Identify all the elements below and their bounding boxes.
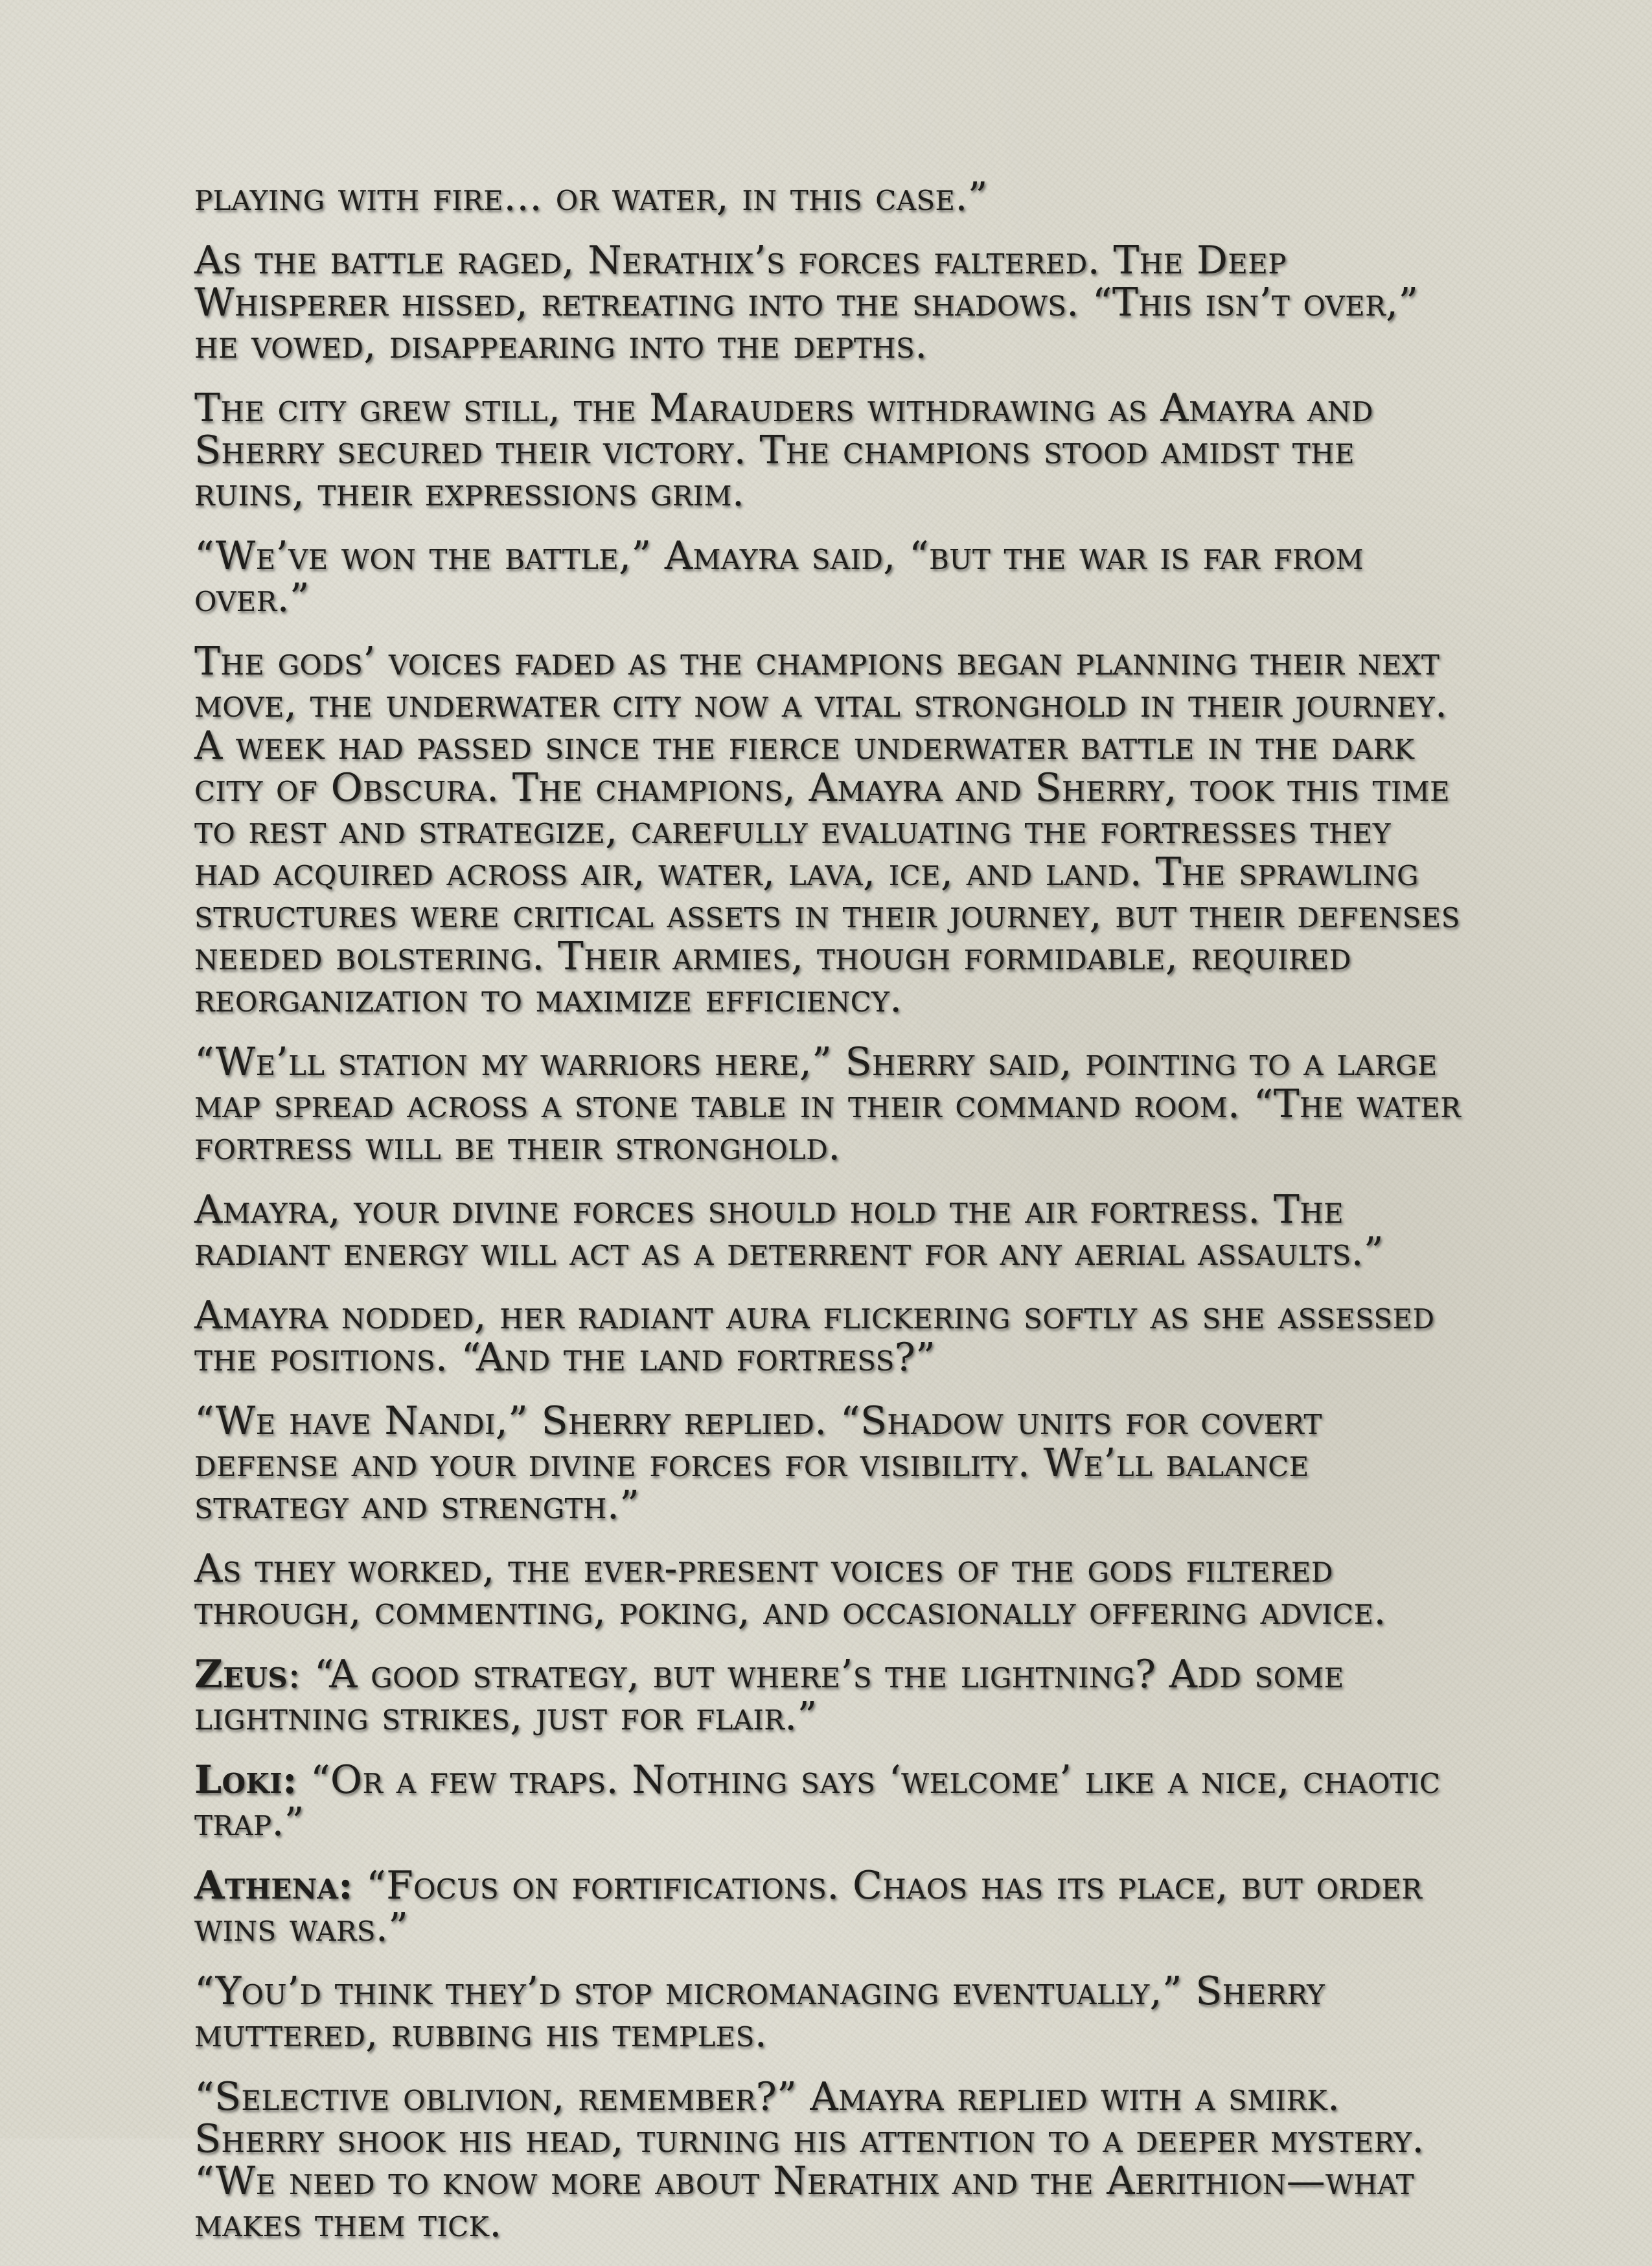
paragraph — [194, 1041, 1464, 1168]
paragraph — [194, 1548, 1464, 1632]
paragraph: playing with fire… or water, in this case.” — [194, 174, 988, 220]
paragraph-text: As the battle raged, Nerathix’s forces faltered. The Deep Whisperer hissed, retreating into the shadows. “This isn’t over,” he vowed, disappearing into the depths. — [194, 238, 1419, 367]
paragraph — [194, 535, 1464, 619]
paragraph — [194, 240, 1464, 366]
paragraph-text: Amayra nodded, her radiant aura flickering softly as she assessed the positions. “And the land fortress?” — [194, 1293, 1435, 1380]
speaker-name: Athena: — [194, 1863, 353, 1908]
dialogue-line — [194, 1759, 1464, 1844]
paragraph-text: As they worked, the ever-present voices of the gods filtered through, commenting, poking, and occasionally offering advice. — [194, 1546, 1386, 1634]
paragraph — [194, 1400, 1464, 1527]
paragraph — [194, 1189, 1464, 1273]
paragraph-text: “We have Nandi,” Sherry replied. “Shadow units for covert defense and your divine forces for visibility. We’ll balance strategy and strength.” — [194, 1398, 1322, 1528]
dialogue-line — [194, 1654, 1464, 1738]
paragraph — [194, 387, 1464, 514]
paragraph-text: “Selective oblivion, remember?” Amayra replied with a smirk. Sherry shook his head, turning his attention to a deeper mystery. “We need to know more about Nerathix and the Aerithion—what makes them tick. — [194, 2074, 1425, 2246]
speaker-name: Zeus — [194, 1652, 288, 1697]
dialogue-text: “Or a few traps. Nothing says ‘welcome’ like a nice, chaotic trap.” — [194, 1757, 1441, 1845]
paragraph — [194, 1295, 1464, 1379]
paragraph-text: Amayra, your divine forces should hold the air fortress. The radiant energy will act as a deterrent for any aerial assaults.” — [194, 1187, 1384, 1275]
paragraph-text: “We’ve won the battle,” Amayra said, “but the war is far from over.” — [194, 533, 1364, 621]
paragraph — [194, 2076, 1464, 2245]
paragraph — [194, 641, 1464, 1020]
paragraph-text: The city grew still, the Marauders withdrawing as Amayra and Sherry secured their victory. The champions stood amidst the ruins, their expressions grim. — [194, 386, 1373, 515]
dialogue-text: : “A good strategy, but where’s the lightning? Add some lightning strikes, just for flair.” — [194, 1652, 1344, 1739]
paragraph — [194, 1971, 1464, 2055]
paragraph-text: “We’ll station my warriors here,” Sherry said, pointing to a large map spread across a stone table in their command room. “The water fortress will be their stronghold. — [194, 1039, 1462, 1169]
dialogue-line — [194, 1865, 1464, 1949]
page-body — [194, 176, 1464, 2266]
dialogue-text: “Focus on fortifications. Chaos has its place, but order wins wars.” — [194, 1863, 1423, 1950]
paragraph-text: “You’d think they’d stop micromanaging eventually,” Sherry muttered, rubbing his temples. — [194, 1969, 1325, 2056]
speaker-name: Loki: — [194, 1757, 297, 1803]
paragraph-text: The gods’ voices faded as the champions began planning their next move, the underwater city now a vital stronghold in their journey. A week had passed since the fierce underwater battle in the dark city of Obscura. The champions, Amayra and Sherry, took this time to rest and strategize, carefully evaluating the fortresses they had acquired across air, water, lava, ice, and land. The sprawling structures were critical assets in their journey, but their defenses needed bolstering. Their armies, though formidable, required reorganization to maximize efficiency. — [194, 639, 1460, 1021]
